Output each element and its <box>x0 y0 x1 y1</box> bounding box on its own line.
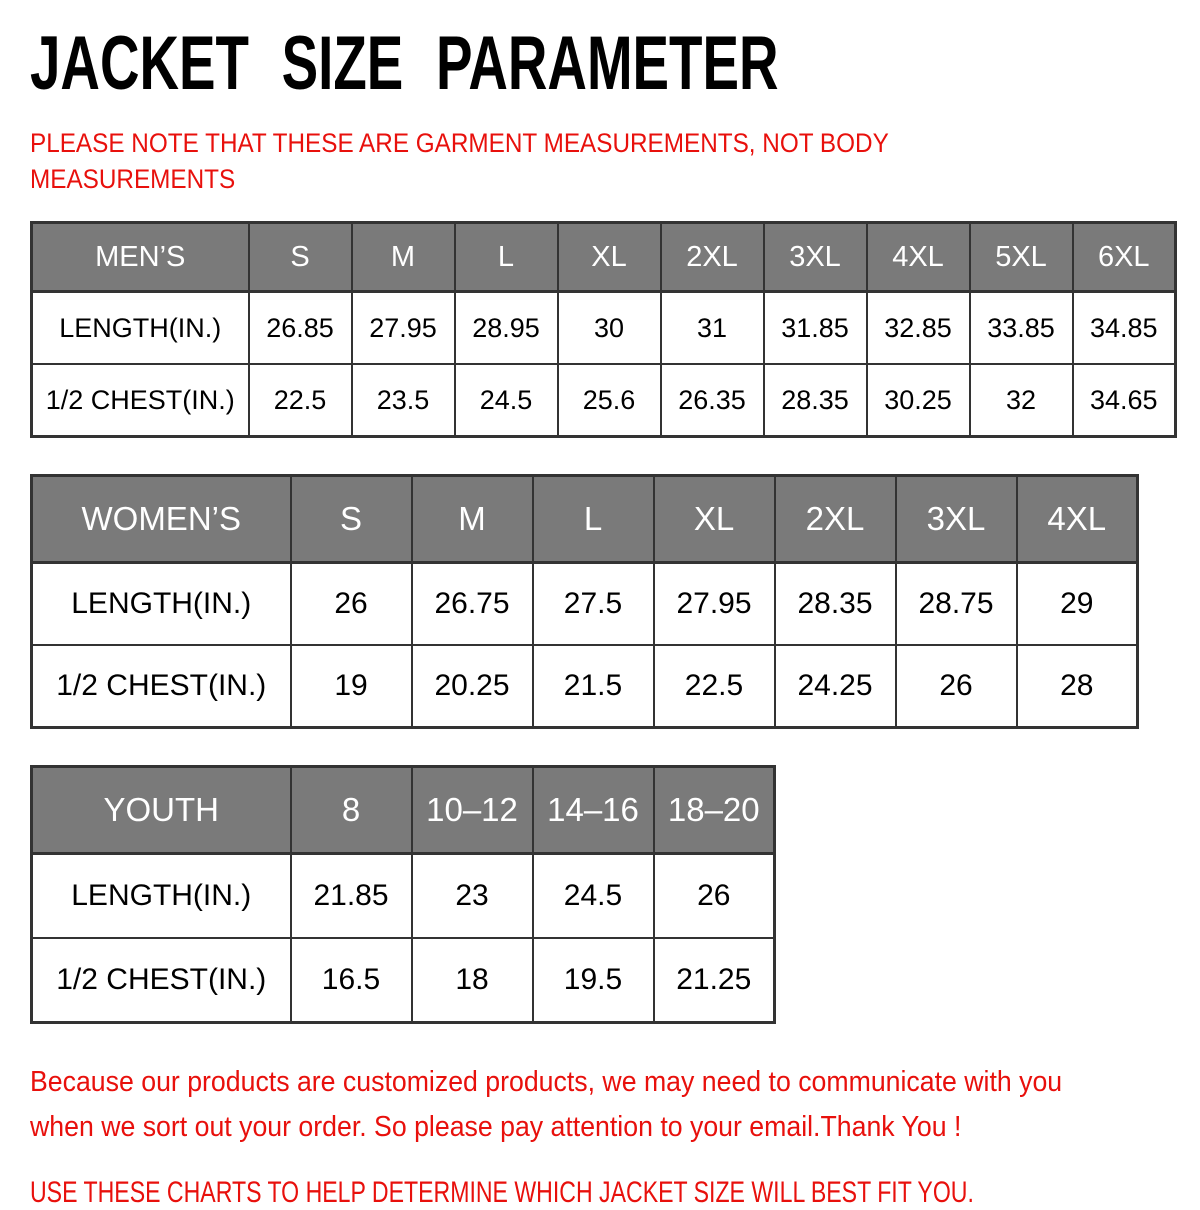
size-value-cell: 18 <box>412 938 533 1023</box>
womens-size-header-cell: S <box>291 476 412 563</box>
size-value-cell: 26.85 <box>249 292 352 365</box>
mens-table-title-cell: MEN’S <box>32 223 249 292</box>
row-label-cell: 1/2 CHEST(IN.) <box>32 645 291 728</box>
youth-header-row <box>32 767 775 854</box>
size-value-cell: 28.35 <box>775 563 896 646</box>
mens-size-header-cell: 3XL <box>764 223 867 292</box>
youth-size-header-cell: 10–12 <box>412 767 533 854</box>
footer-note-line1: Because our products are customized products, we may need to communicate with you <box>30 1066 1063 1099</box>
youth-size-table-slot <box>30 765 1200 1024</box>
size-value-cell: 33.85 <box>970 292 1073 365</box>
youth-size-table <box>30 765 776 1024</box>
size-value-cell: 25.6 <box>558 364 661 437</box>
size-value-cell: 24.5 <box>533 854 654 939</box>
mens-size-header-cell: L <box>455 223 558 292</box>
size-value-cell: 23 <box>412 854 533 939</box>
size-value-cell: 22.5 <box>249 364 352 437</box>
size-value-cell: 23.5 <box>352 364 455 437</box>
mens-data-row <box>32 364 1176 437</box>
size-tables-section <box>30 221 1200 1024</box>
mens-data-row <box>32 292 1176 365</box>
size-value-cell: 30 <box>558 292 661 365</box>
womens-size-header-cell: 2XL <box>775 476 896 563</box>
size-value-cell: 24.5 <box>455 364 558 437</box>
mens-size-header-cell: 6XL <box>1073 223 1176 292</box>
mens-size-header-cell: 2XL <box>661 223 764 292</box>
size-value-cell: 21.5 <box>533 645 654 728</box>
size-value-cell: 34.65 <box>1073 364 1176 437</box>
size-value-cell: 32.85 <box>867 292 970 365</box>
size-value-cell: 30.25 <box>867 364 970 437</box>
size-value-cell: 16.5 <box>291 938 412 1023</box>
row-label-cell: LENGTH(IN.) <box>32 292 249 365</box>
youth-data-row <box>32 938 775 1023</box>
womens-size-header-cell: XL <box>654 476 775 563</box>
size-value-cell: 27.95 <box>352 292 455 365</box>
youth-table-title-cell: YOUTH <box>32 767 291 854</box>
size-value-cell: 21.25 <box>654 938 775 1023</box>
measurement-note-line1: PLEASE NOTE THAT THESE ARE GARMENT MEASUREMENTS, NOT BODY <box>30 128 889 158</box>
footer-notes <box>30 1060 1200 1210</box>
size-value-cell: 28.95 <box>455 292 558 365</box>
womens-size-header-cell: L <box>533 476 654 563</box>
size-value-cell: 26.75 <box>412 563 533 646</box>
mens-size-header-cell: M <box>352 223 455 292</box>
size-value-cell: 26 <box>896 645 1017 728</box>
size-value-cell: 31 <box>661 292 764 365</box>
mens-size-table-slot <box>30 221 1200 438</box>
size-value-cell: 28 <box>1017 645 1138 728</box>
mens-size-table <box>30 221 1177 438</box>
size-value-cell: 20.25 <box>412 645 533 728</box>
row-label-cell: 1/2 CHEST(IN.) <box>32 938 291 1023</box>
mens-size-header-cell: S <box>249 223 352 292</box>
footer-note-line2: when we sort out your order. So please pay attention to your email.Thank You ! <box>30 1111 962 1144</box>
youth-size-header-cell: 8 <box>291 767 412 854</box>
size-value-cell: 26.35 <box>661 364 764 437</box>
womens-size-table-slot <box>30 474 1200 729</box>
size-value-cell: 32 <box>970 364 1073 437</box>
page-title: JACKET SIZE PARAMETER <box>30 21 779 106</box>
mens-size-header-cell: 4XL <box>867 223 970 292</box>
womens-size-header-cell: 3XL <box>896 476 1017 563</box>
womens-data-row <box>32 563 1138 646</box>
size-value-cell: 27.95 <box>654 563 775 646</box>
womens-size-header-cell: 4XL <box>1017 476 1138 563</box>
measurement-note <box>30 126 1083 197</box>
measurement-note-line2: MEASUREMENTS <box>30 163 236 194</box>
mens-size-header-cell: 5XL <box>970 223 1073 292</box>
size-value-cell: 27.5 <box>533 563 654 646</box>
mens-header-row <box>32 223 1176 292</box>
size-value-cell: 21.85 <box>291 854 412 939</box>
youth-size-header-cell: 18–20 <box>654 767 775 854</box>
size-value-cell: 26 <box>654 854 775 939</box>
size-value-cell: 26 <box>291 563 412 646</box>
size-value-cell: 34.85 <box>1073 292 1176 365</box>
mens-size-header-cell: XL <box>558 223 661 292</box>
row-label-cell: LENGTH(IN.) <box>32 563 291 646</box>
youth-data-row <box>32 854 775 939</box>
youth-size-header-cell: 14–16 <box>533 767 654 854</box>
size-value-cell: 19.5 <box>533 938 654 1023</box>
womens-table-title-cell: WOMEN’S <box>32 476 291 563</box>
size-value-cell: 19 <box>291 645 412 728</box>
size-value-cell: 22.5 <box>654 645 775 728</box>
womens-data-row <box>32 645 1138 728</box>
footer-fit-advice: USE THESE CHARTS TO HELP DETERMINE WHICH JACKET SIZE WILL BEST FIT YOU. <box>30 1176 974 1210</box>
size-value-cell: 28.35 <box>764 364 867 437</box>
womens-size-table <box>30 474 1139 729</box>
size-value-cell: 31.85 <box>764 292 867 365</box>
row-label-cell: 1/2 CHEST(IN.) <box>32 364 249 437</box>
womens-header-row <box>32 476 1138 563</box>
womens-size-header-cell: M <box>412 476 533 563</box>
row-label-cell: LENGTH(IN.) <box>32 854 291 939</box>
size-value-cell: 28.75 <box>896 563 1017 646</box>
size-value-cell: 29 <box>1017 563 1138 646</box>
size-value-cell: 24.25 <box>775 645 896 728</box>
